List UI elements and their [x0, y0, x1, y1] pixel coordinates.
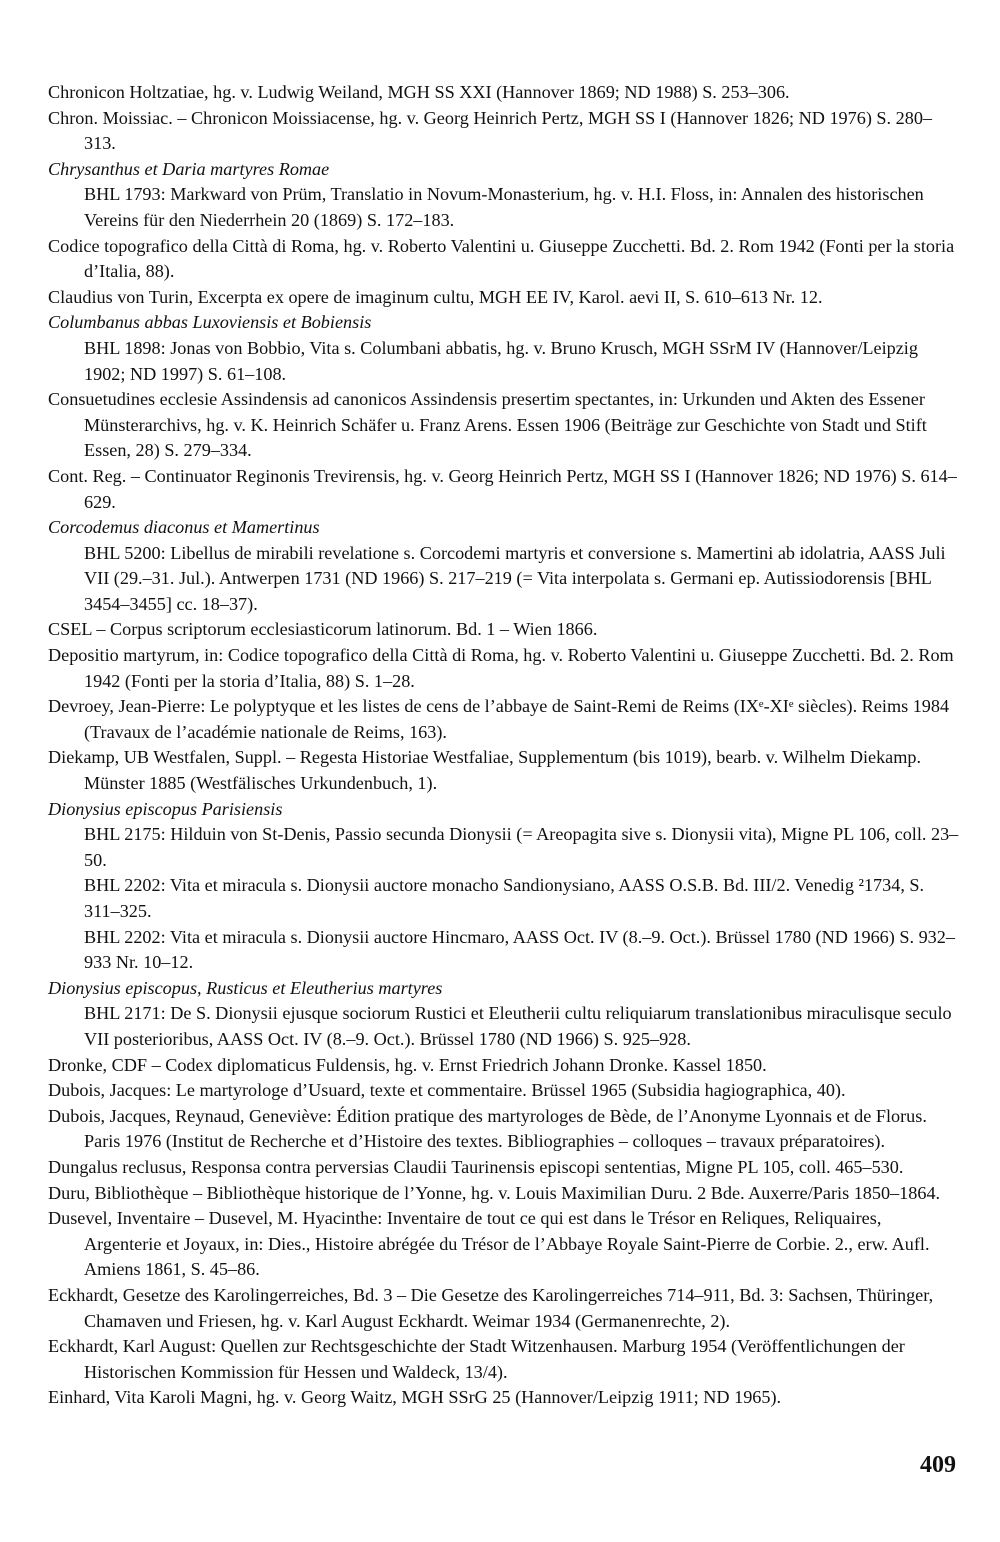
bibliography-entry: Chron. Moissiac. – Chronicon Moissiacense, hg. v. Georg Heinrich Pertz, MGH SS I (Hannover 1826; ND 1976) S. 280–313.	[48, 107, 933, 154]
bibliography-subentry: BHL 2171: De S. Dionysii ejusque sociorum Rustici et Eleutherii cultu reliquiarum translationibus miraculisque seculo VII posterioribus, AASS Oct. IV (8.–9. Oct.). Brüssel 1780 (ND 1966) S. 925–928.	[84, 1003, 952, 1049]
saint-heading: Dionysius episcopus, Rusticus et Eleutherius martyres	[48, 977, 443, 998]
saint-heading: Chrysanthus et Daria martyres Romae	[48, 158, 330, 179]
bibliography-page	[48, 80, 960, 1411]
bibliography-entry: Devroey, Jean-Pierre: Le polyptyque et les listes de cens de l’abbaye de Saint-Remi de Reims (IXᵉ-XIᵉ siècles). Reims 1984 (Travaux de l’académie nationale de Reims, 163).	[48, 696, 950, 742]
bibliography-entry: Depositio martyrum, in: Codice topografico della Città di Roma, hg. v. Roberto Valentini u. Giuseppe Zucchetti. Bd. 2. Rom 1942 (Fonti per la storia d’Italia, 88) S. 1–28.	[48, 645, 954, 691]
bibliography-entry: Dubois, Jacques: Le martyrologe d’Usuard, texte et commentaire. Brüssel 1965 (Subsidia hagiographica, 40).	[48, 1080, 846, 1101]
saint-heading: Dionysius episcopus Parisiensis	[48, 798, 283, 819]
saint-heading: Columbanus abbas Luxoviensis et Bobiensis	[48, 312, 372, 333]
bibliography-entry: Dronke, CDF – Codex diplomaticus Fuldensis, hg. v. Ernst Friedrich Johann Dronke. Kassel 1850.	[48, 1054, 767, 1075]
bibliography-subentry: BHL 2202: Vita et miracula s. Dionysii auctore Hincmaro, AASS Oct. IV (8.–9. Oct.). Brüssel 1780 (ND 1966) S. 932–933 Nr. 10–12.	[84, 926, 955, 973]
bibliography-subentry: BHL 1898: Jonas von Bobbio, Vita s. Columbani abbatis, hg. v. Bruno Krusch, MGH SSrM IV (Hannover/Leipzig 1902; ND 1997) S. 61–108.	[84, 337, 918, 384]
bibliography-entry: Codice topografico della Città di Roma, hg. v. Roberto Valentini u. Giuseppe Zucchetti. Bd. 2. Rom 1942 (Fonti per la storia d’Italia, 88).	[48, 235, 955, 282]
bibliography-entry: CSEL – Corpus scriptorum ecclesiasticorum latinorum. Bd. 1 – Wien 1866.	[48, 619, 598, 640]
bibliography-entry: Eckhardt, Karl August: Quellen zur Rechtsgeschichte der Stadt Witzenhausen. Marburg 1954 (Veröffentlichungen der Historischen Kommission für Hessen und Waldeck, 13/4).	[48, 1336, 905, 1382]
bibliography-entry: Eckhardt, Gesetze des Karolingerreiches, Bd. 3 – Die Gesetze des Karolingerreiches 714–911, Bd. 3: Sachsen, Thüringer, Chamaven und Friesen, hg. v. Karl August Eckhardt. Weimar 1934 (Germanenrechte, 2).	[48, 1284, 934, 1331]
bibliography-entry: Dusevel, Inventaire – Dusevel, M. Hyacinthe: Inventaire de tout ce qui est dans le Trésor en Reliques, Reliquaires, Argenterie et Joyaux, in: Dies., Histoire abrégée du Trésor de l’Abbaye Royale Saint-Pierre de Corbie. 2., erw. Aufl. Amiens 1861, S. 45–86.	[48, 1208, 930, 1280]
page-number: 409	[920, 1452, 956, 1478]
saint-heading: Corcodemus diaconus et Mamertinus	[48, 517, 320, 538]
bibliography-entry: Duru, Bibliothèque – Bibliothèque historique de l’Yonne, hg. v. Louis Maximilian Duru. 2 Bde. Auxerre/Paris 1850–1864.	[48, 1182, 941, 1203]
bibliography-entry: Chronicon Holtzatiae, hg. v. Ludwig Weiland, MGH SS XXI (Hannover 1869; ND 1988) S. 253–306.	[48, 82, 790, 102]
bibliography-entry: Dungalus reclusus, Responsa contra perversias Claudii Taurinensis episcopi sententias, Migne PL 105, coll. 465–530.	[48, 1156, 904, 1177]
bibliography-entry: Dubois, Jacques, Reynaud, Geneviève: Édition pratique des martyrologes de Bède, de l’Anonyme Lyonnais et de Florus. Paris 1976 (Institut de Recherche et d’Histoire des textes. Bibliographies – colloques – travaux préparatoires).	[48, 1105, 927, 1152]
bibliography-entry: Consuetudines ecclesie Assindensis ad canonicos Assindensis presertim spectantes, in: Urkunden und Akten des Essener Münsterarchivs, hg. v. K. Heinrich Schäfer u. Franz Arens. Essen 1906 (Beiträge zur Geschichte von Stadt und Stift Essen, 28) S. 279–334.	[48, 389, 927, 461]
bibliography-subentry: BHL 1793: Markward von Prüm, Translatio in Novum-Monasterium, hg. v. H.I. Floss, in: Annalen des historischen Vereins für den Niederrhein 20 (1869) S. 172–183.	[84, 184, 924, 230]
bibliography-subentry: BHL 5200: Libellus de mirabili revelatione s. Corcodemi martyris et conversione s. Mamertini ab idolatria, AASS Juli VII (29.–31. Jul.). Antwerpen 1731 (ND 1966) S. 217–219 (= Vita interpolata s. Germani ep. Autissiodorensis [BHL 3454–3455] cc. 18–37).	[84, 542, 946, 614]
bibliography-entry: Einhard, Vita Karoli Magni, hg. v. Georg Waitz, MGH SSrG 25 (Hannover/Leipzig 1911; ND 1965).	[48, 1387, 782, 1408]
bibliography-entry: Diekamp, UB Westfalen, Suppl. – Regesta Historiae Westfaliae, Supplementum (bis 1019), bearb. v. Wilhelm Diekamp. Münster 1885 (Westfälisches Urkundenbuch, 1).	[48, 747, 922, 794]
bibliography-subentry: BHL 2202: Vita et miracula s. Dionysii auctore monacho Sandionysiano, AASS O.S.B. Bd. III/2. Venedig ²1734, S. 311–325.	[84, 875, 925, 921]
bibliography-entry: Cont. Reg. – Continuator Reginonis Trevirensis, hg. v. Georg Heinrich Pertz, MGH SS I (Hannover 1826; ND 1976) S. 614–629.	[48, 465, 957, 512]
bibliography-entry: Claudius von Turin, Excerpta ex opere de imaginum cultu, MGH EE IV, Karol. aevi II, S. 610–613 Nr. 12.	[48, 286, 823, 307]
bibliography-subentry: BHL 2175: Hilduin von St-Denis, Passio secunda Dionysii (= Areopagita sive s. Dionysii vita), Migne PL 106, coll. 23–50.	[84, 824, 959, 870]
